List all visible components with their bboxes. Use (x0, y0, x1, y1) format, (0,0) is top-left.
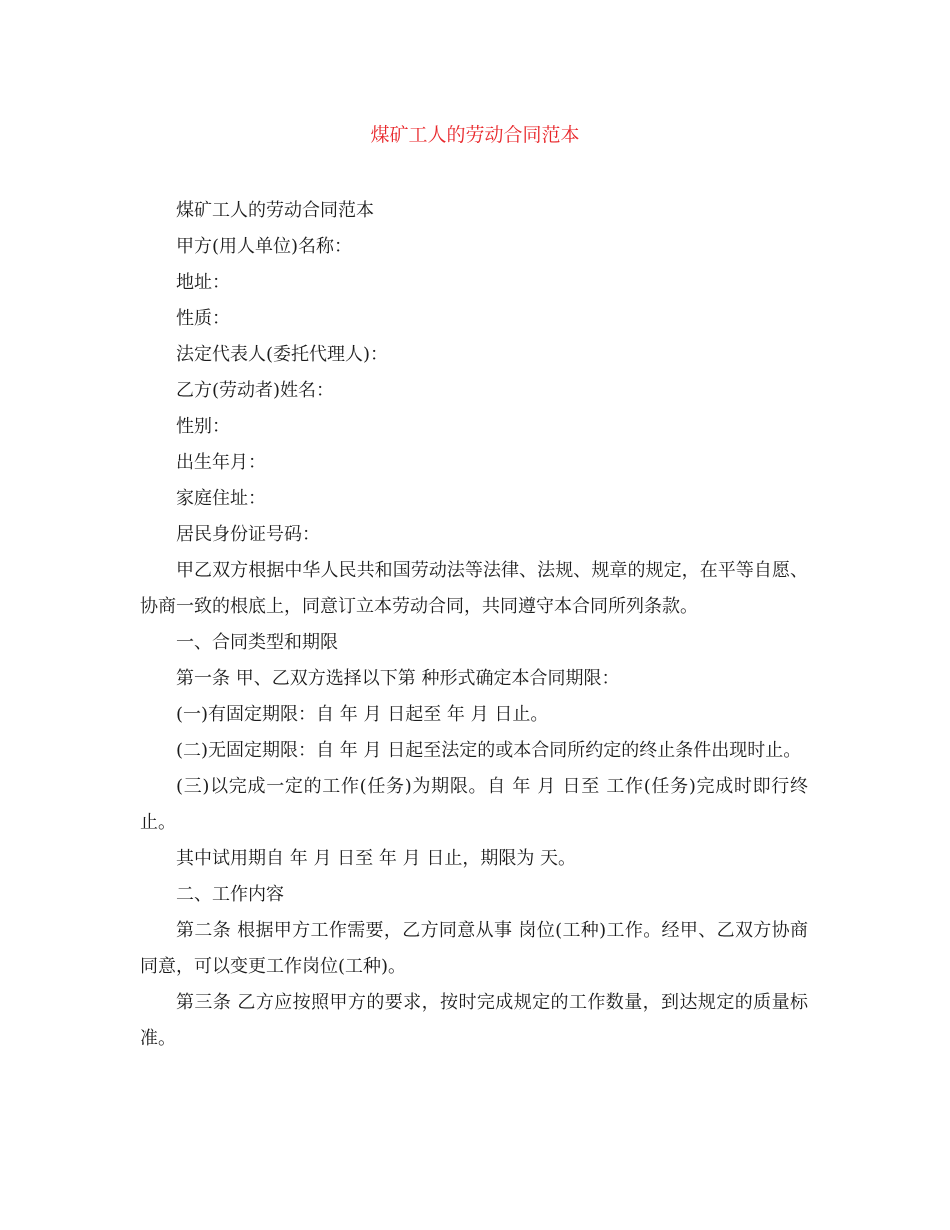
document-body (140, 193, 808, 1057)
paragraph-article-1: 第一条 甲、乙双方选择以下第 种形式确定本合同期限： (176, 668, 620, 689)
paragraph-id-number: 居民身份证号码： (176, 524, 320, 545)
paragraph-home-address: 家庭住址： (176, 488, 266, 509)
paragraph-nature: 性质： (176, 308, 230, 329)
section-heading-work-content: 二、工作内容 (176, 884, 284, 905)
paragraph-open-term: (二)无固定期限：自 年 月 日起至法定的或本合同所约定的终止条件出现时止。 (176, 740, 802, 761)
paragraph-article-2: 第二条 根据甲方工作需要，乙方同意从事 岗位(工种)工作。经甲、乙双方协商同意，可以变更工作岗位(工种)。 (140, 920, 808, 977)
paragraph-address: 地址： (176, 272, 230, 293)
paragraph-birth-date: 出生年月： (176, 452, 266, 473)
document-title: 煤矿工人的劳动合同范本 (370, 124, 580, 146)
section-heading-contract-type: 一、合同类型和期限 (176, 632, 338, 653)
paragraph-preamble: 甲乙双方根据中华人民共和国劳动法等法律、法规、规章的规定，在平等自愿、协商一致的根底上，同意订立本劳动合同，共同遵守本合同所列条款。 (140, 560, 808, 617)
paragraph-task-term: (三)以完成一定的工作(任务)为期限。自 年 月 日至 工作(任务)完成时即行终止。 (140, 776, 808, 833)
paragraph-gender: 性别： (176, 416, 230, 437)
paragraph-heading: 煤矿工人的劳动合同范本 (176, 200, 374, 221)
paragraph-party-b-name: 乙方(劳动者)姓名： (176, 380, 335, 401)
paragraph-party-a-name: 甲方(用人单位)名称： (176, 236, 353, 257)
paragraph-fixed-term: (一)有固定期限：自 年 月 日起至 年 月 日止。 (176, 704, 549, 725)
paragraph-legal-representative: 法定代表人(委托代理人)： (176, 344, 389, 365)
paragraph-probation: 其中试用期自 年 月 日至 年 月 日止，期限为 天。 (176, 848, 577, 869)
paragraph-article-3: 第三条 乙方应按照甲方的要求，按时完成规定的工作数量，到达规定的质量标准。 (140, 992, 808, 1049)
